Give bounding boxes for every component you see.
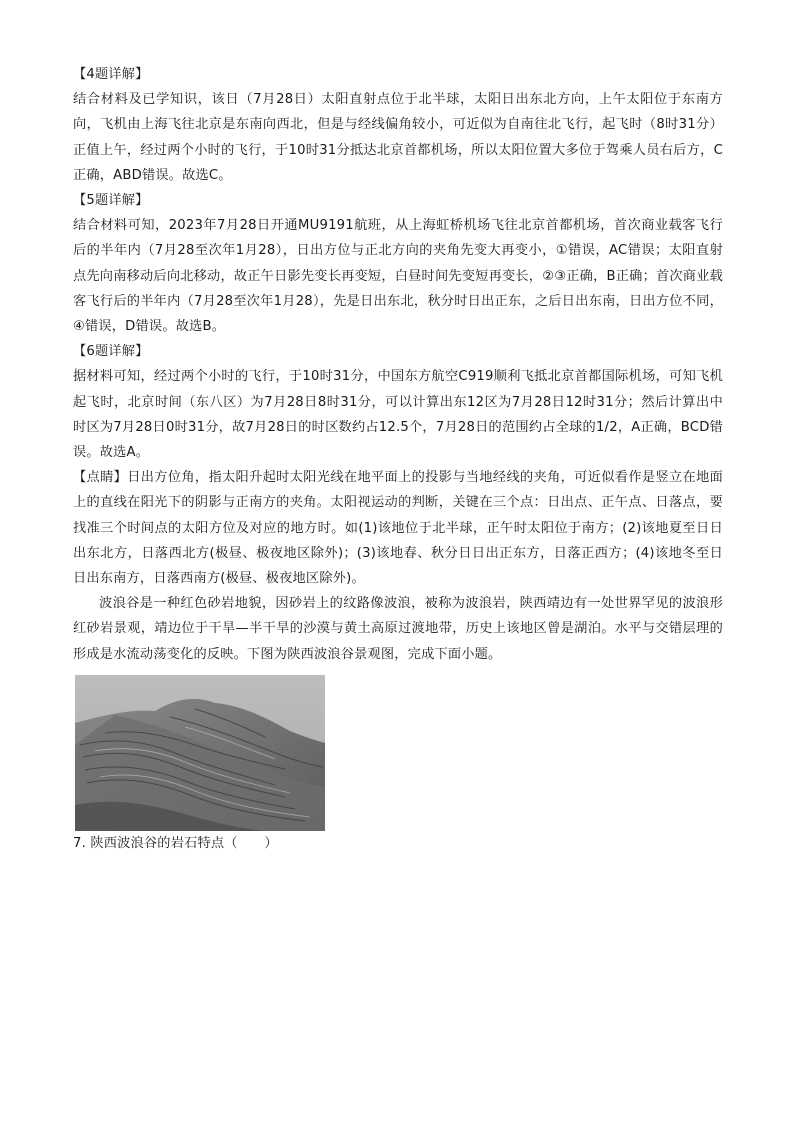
passage-paragraph: 波浪谷是一种红色砂岩地貌，因砂岩上的纹路像波浪，被称为波浪岩，陕西靖边有一处世界罕见的波浪形红砂岩景观，靖边位于干旱—半干旱的沙漠与黄土高原过渡地带，历史上该地区曾是湖泊。水平与交错层理的形成是水流动荡变化的反映。下图为陕西波浪谷景观图，完成下面小题。 xyxy=(73,596,723,662)
dianjing-body: 日出方位角，指太阳升起时太阳光线在地平面上的投影与当地经线的夹角，可近似看作是竖立在地面上的直线在阳光下的阴影与正南方的夹角。太阳视运动的判断，关键在三个点：日出点、正午点、日落点，要找准三个时间点的太阳方位及对应的地方时。如(1)该地位于北半球，正午时太阳位于南方；(2)该地夏至日日出东北方，日落西北方(极昼、极夜地区除外)；(3)该地春、秋分日日出正东方，日落正西方；(4)该地冬至日日出东南方，日落西南方(极昼、极夜地区除外)。 xyxy=(73,470,723,587)
section-heading-5: 【5题详解】 xyxy=(73,193,149,209)
question-7: 7. 陕西波浪谷的岩石特点（ ） xyxy=(73,835,278,851)
section-heading-4: 【4题详解】 xyxy=(73,67,149,82)
wave-valley-photo xyxy=(75,675,325,831)
section-body-6: 据材料可知，经过两个小时的飞行，于10时31分，中国东方航空C919顺利飞抵北京首都国际机场，可知飞机起飞时，北京时间（东八区）为7月28日8时31分，可以计算出东12区为7月28日12时31分；然后计算出中时区为7月28日0时31分，故7月28日的时区数约占12.5个，7月28日的范围约占全球的1/2，A正确，BCD错误。故选A。 xyxy=(73,369,723,461)
section-body-4: 结合材料及已学知识，该日（7月28日）太阳直射点位于北半球，太阳日出东北方向，上午太阳位于东南方向，飞机由上海飞往北京是东南向西北，但是与经线偏角较小，可近似为自南往北飞行，起飞时（8时31分）正值上午，经过两个小时的飞行，于10时31分抵达北京首都机场，所以太阳位置大多位于驾乘人员右后方，C正确，ABD错误。故选C。 xyxy=(73,92,723,183)
document-content xyxy=(73,62,723,856)
section-body-5: 结合材料可知，2023年7月28日开通MU9191航班，从上海虹桥机场飞往北京首都机场，首次商业载客飞行后的半年内（7月28至次年1月28），日出方位与正北方向的夹角先变大再变小，①错误，AC错误；太阳直射点先向南移动后向北移动，故正午日影先变长再变短，白昼时间先变短再变长，②③正确，B正确；首次商业载客飞行后的半年内（7月28至次年1月28），先是日出东北，秋分时日出正东，之后日出东南，日出方位不同，④错误，D错误。故选B。 xyxy=(73,218,723,335)
section-heading-6: 【6题详解】 xyxy=(73,344,149,360)
dianjing-paragraph xyxy=(73,465,723,591)
dianjing-label: 【点睛】 xyxy=(73,470,128,486)
